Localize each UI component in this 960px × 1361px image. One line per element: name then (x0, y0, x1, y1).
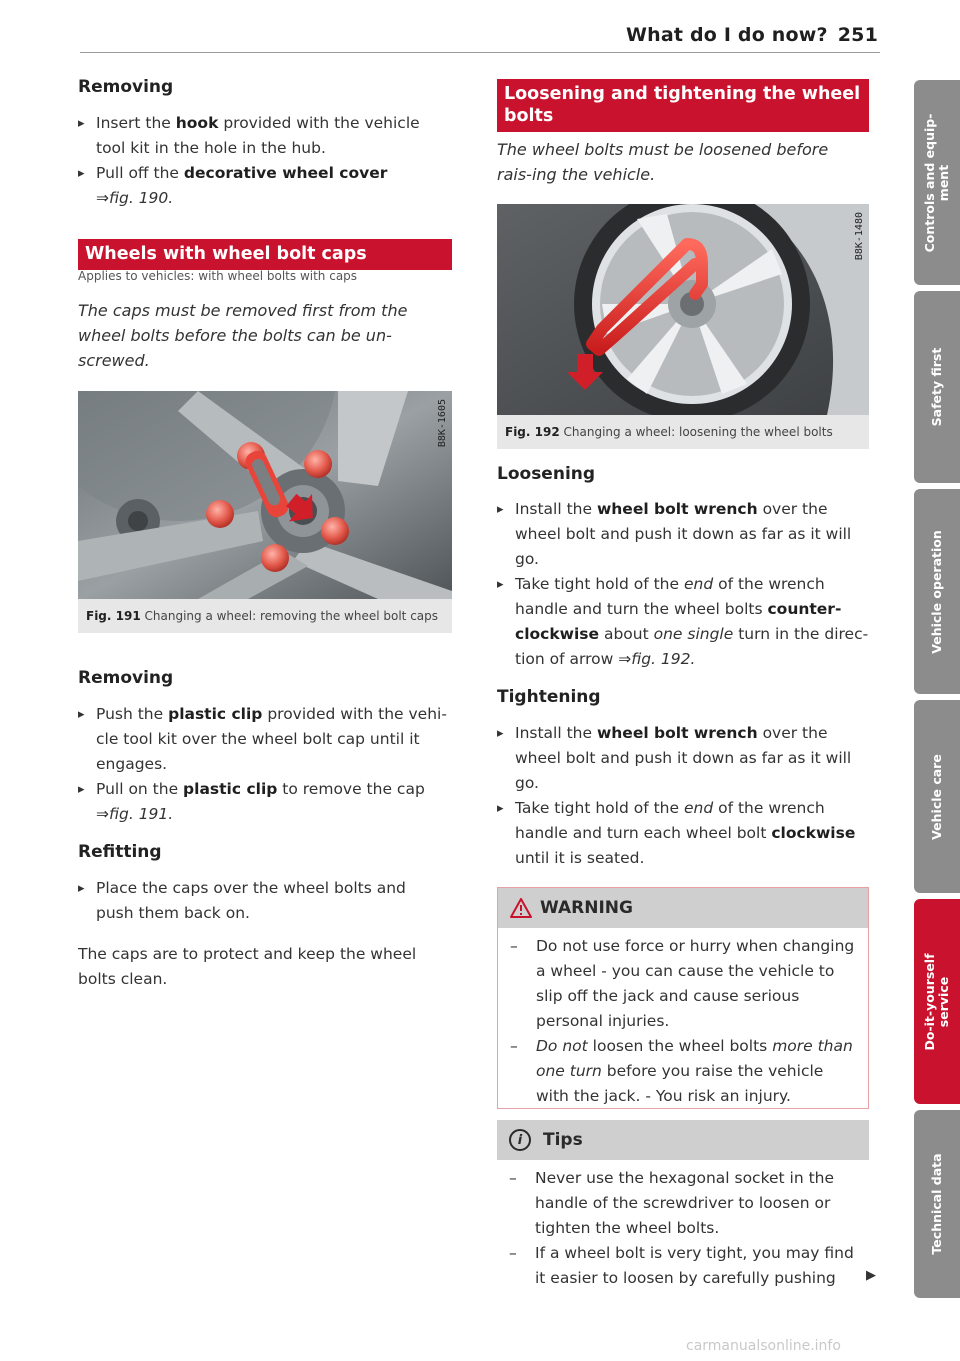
page-number: 251 (837, 24, 878, 46)
figure-191 (78, 391, 452, 599)
list-item: ▸ Pull off the decorative wheel cover ⇒fig. 190. (78, 161, 452, 211)
header-title: What do I do now? (625, 24, 828, 46)
tab-do-it-yourself-service[interactable]: Do-it-yourself service (914, 899, 960, 1104)
heading-tightening: Tightening (497, 687, 601, 707)
tab-technical-data[interactable]: Technical data (914, 1110, 960, 1298)
section-title-loosening: Loosening and tightening the wheel bolts (497, 79, 869, 132)
caps-note: The caps are to protect and keep the wheel bolts clean. (78, 945, 417, 988)
list-item: – Do not loosen the wheel bolts more than one turn before you raise the vehicle with the jack. - You risk an injury. (510, 1034, 856, 1109)
heading-removing-cover: Removing (78, 77, 174, 97)
warning-triangle-icon (510, 898, 532, 918)
fig-reference-link[interactable]: ⇒fig. 192. (618, 650, 696, 668)
wheel-wrench-illustration (497, 204, 869, 415)
list-item: – If a wheel bolt is very tight, you may find it easier to loosen by carefully pushing (509, 1241, 857, 1291)
heading-loosening: Loosening (497, 464, 596, 484)
tips-title: Tips (543, 1130, 583, 1150)
list-item: – Never use the hexagonal socket in the handle of the screwdriver to loosen or tighten the wheel bolts. (509, 1166, 857, 1241)
tab-vehicle-operation[interactable]: Vehicle operation (914, 489, 960, 694)
figure-192 (497, 204, 869, 415)
intro-loosening: The wheel bolts must be loosened before rais-ing the vehicle. (497, 140, 829, 184)
fig-reference-link[interactable]: ⇒fig. 190. (96, 189, 174, 207)
section-title-wheel-bolt-caps: Wheels with wheel bolt caps (78, 239, 452, 270)
figure-191-caption: Fig. 191 Changing a wheel: removing the wheel bolt caps (78, 599, 452, 633)
loosening-steps (497, 497, 869, 672)
tips-box (497, 1120, 869, 1291)
info-icon: i (509, 1129, 531, 1151)
tightening-steps (497, 721, 869, 871)
list-item: ▸ Take tight hold of the end of the wrench handle and turn the wheel bolts counter-clockwise about one single turn in the direc-tion of arrow ⇒fig. 192. (497, 572, 869, 672)
watermark: carmanualsonline.info (686, 1338, 841, 1354)
fig-reference-link[interactable]: ⇒fig. 191. (96, 805, 174, 823)
warning-box (497, 887, 869, 1109)
running-header (626, 24, 878, 46)
heading-removing-caps: Removing (78, 668, 174, 688)
list-item: ▸ Push the plastic clip provided with the vehi-cle tool kit over the wheel bolt cap until it engages. (78, 702, 452, 777)
tab-controls-and-equipment[interactable]: Controls and equip- ment (914, 80, 960, 285)
figure-code: B8K-1605 (437, 399, 448, 448)
list-item: ▸ Install the wheel bolt wrench over the wheel bolt and push it down as far as it will go. (497, 497, 869, 572)
tips-header (497, 1120, 869, 1160)
removing-cover-steps (78, 111, 452, 211)
warning-body (498, 928, 868, 1123)
heading-refitting: Refitting (78, 842, 162, 862)
refitting-steps (78, 876, 418, 926)
list-item: ▸ Insert the hook provided with the vehicle tool kit in the hole in the hub. (78, 111, 452, 161)
figure-label: Fig. 192 (505, 425, 560, 439)
figure-192-caption: Fig. 192 Changing a wheel: loosening the wheel bolts (497, 415, 869, 449)
list-item: – Do not use force or hurry when changing a wheel - you can cause the vehicle to slip off the jack and cause serious personal injuries. (510, 934, 856, 1034)
figure-label: Fig. 191 (86, 609, 141, 623)
removing-caps-steps (78, 702, 452, 827)
figure-code: B8K-1480 (854, 212, 865, 261)
list-item: ▸ Install the wheel bolt wrench over the wheel bolt and push it down as far as it will go. (497, 721, 869, 796)
wheel-bolt-caps-illustration (78, 391, 452, 599)
list-item: ▸ Take tight hold of the end of the wrench handle and turn each wheel bolt clockwise until it is seated. (497, 796, 869, 871)
tab-vehicle-care[interactable]: Vehicle care (914, 700, 960, 893)
warning-title: WARNING (540, 898, 633, 918)
list-item: ▸ Place the caps over the wheel bolts and push them back on. (78, 876, 418, 926)
list-item: ▸ Pull on the plastic clip to remove the cap ⇒fig. 191. (78, 777, 452, 827)
continue-arrow-icon: ▶ (866, 1268, 876, 1283)
header-rule (80, 52, 880, 53)
tab-safety-first[interactable]: Safety first (914, 291, 960, 483)
applies-to-note: Applies to vehicles: with wheel bolts with caps (78, 269, 358, 283)
intro-caps: The caps must be removed first from the wheel bolts before the bolts can be un-screwed. (78, 301, 408, 370)
tips-body (497, 1160, 869, 1291)
warning-header (498, 888, 868, 928)
